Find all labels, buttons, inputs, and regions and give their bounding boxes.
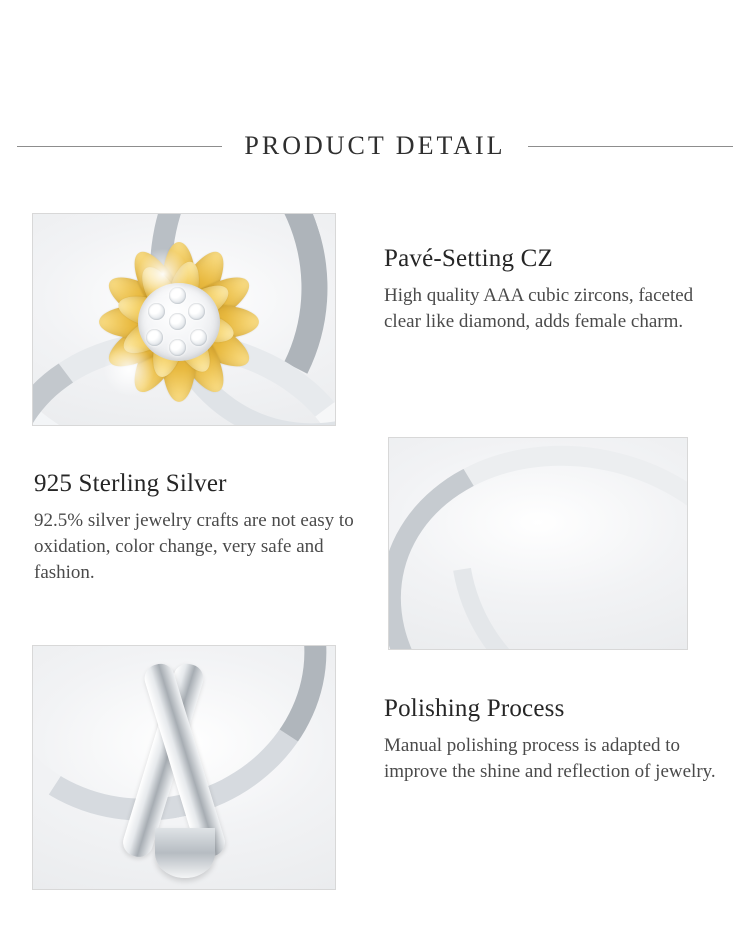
v-tip <box>155 828 215 878</box>
feature-title: 925 Sterling Silver <box>34 470 227 497</box>
feature-title: Polishing Process <box>384 695 565 722</box>
gold-sunflower-icon <box>81 236 277 408</box>
feature-body: 92.5% silver jewelry crafts are not easy to oxidation, color change, very safe and fashion. <box>34 509 354 583</box>
feature-polishing-process <box>384 695 724 785</box>
feature-pave-setting-cz <box>384 245 724 335</box>
feature-925-sterling-silver <box>34 470 354 586</box>
pave-cz-cluster <box>138 283 220 361</box>
v-shape-element <box>81 656 291 886</box>
feature-title: Pavé-Setting CZ <box>384 245 553 272</box>
feature-body: Manual polishing process is adapted to improve the shine and reflection of jewelry. <box>384 734 716 782</box>
section-header <box>0 122 750 170</box>
header-rule-left <box>17 146 222 147</box>
v-shape-silver-photo <box>32 645 336 890</box>
header-rule-right <box>528 146 733 147</box>
sunflower-cz-closeup-photo <box>32 213 336 426</box>
feature-body: High quality AAA cubic zircons, faceted clear like diamond, adds female charm. <box>384 284 694 332</box>
page-title: PRODUCT DETAIL <box>244 131 506 160</box>
crossed-silver-bands-photo <box>388 437 688 650</box>
